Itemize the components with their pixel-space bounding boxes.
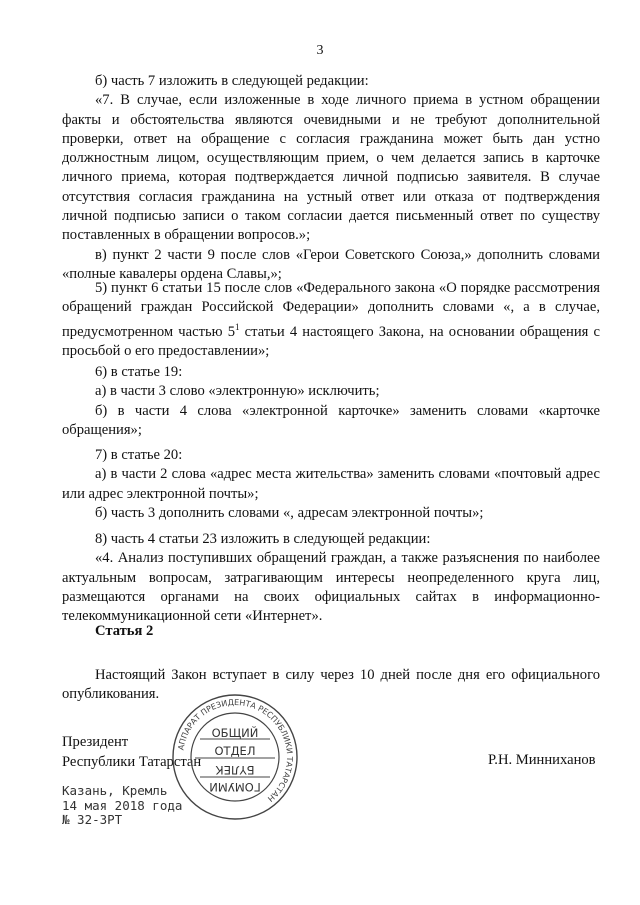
paragraph: 8) часть 4 статьи 23 изложить в следующей редакции: (95, 531, 431, 547)
stamp-line3: БҮЛЕК (215, 763, 255, 777)
page-number: 3 (316, 43, 324, 58)
superscript: 1 (235, 321, 240, 332)
paragraph: 7) в статье 20: (95, 447, 183, 463)
place: Казань, Кремль (62, 783, 168, 798)
place-date-block (62, 784, 182, 828)
paragraph: 6) в статье 19: (95, 364, 183, 380)
paragraph: «4. Анализ поступивших обращений граждан, а также разъяснения по наиболее актуальным вопросам, затрагивающим интересы неопределенного круга лиц, размещаются органами на своих официальных сайтах в информационно-телекоммуникационной сети «Интернет». (62, 550, 600, 625)
amendment-block-7 (62, 446, 600, 523)
date: 14 мая 2018 года (62, 797, 183, 813)
signatory-name: Р.Н. Минниханов (488, 752, 596, 768)
amendment-block-5 (62, 279, 600, 361)
paragraph: а) в части 2 слова «адрес места жительства» заменить словами «почтовый адрес или адрес электронной почты»; (62, 466, 600, 502)
amendment-block-6 (62, 363, 600, 440)
signatory-title-line2: Республики Татарстан (62, 753, 202, 770)
paragraph: в) пункт 2 части 9 после слов «Герои Советского Союза,» дополнить словами «полные кавалеры ордена Славы,»; (62, 246, 600, 282)
paragraph: а) в части 3 слово «электронную» исключить; (95, 383, 380, 400)
law-number: № 32-ЗРТ (62, 812, 123, 827)
paragraph: Настоящий Закон вступает в силу через 10 дней после дня его официального опубликования. (62, 667, 600, 703)
stamp-line4: ГОМУМИ (209, 780, 261, 794)
article-heading: Статья 2 (95, 623, 154, 639)
stamp-ring-text: АППАРАТ ПРЕЗИДЕНТА РЕСПУБЛИКИ ТАТАРСТАН (176, 697, 295, 804)
paragraph: б) часть 7 изложить в следующей редакции: (95, 73, 369, 89)
paragraph: б) в части 4 слова «электронной карточке» заменить словами «карточке обращения»; (62, 402, 600, 438)
paragraph (62, 279, 600, 361)
article-2-body (62, 666, 600, 705)
paragraph: «7. В случае, если изложенные в ходе личного приема в устном обращении факты и обстоятельства являются очевидными и не требуют дополнительной проверки, ответ на обращение с согласия гражданина может быть дан устно должностным лицом, осуществляющим прием, о чем делается запись в карточке личного приема, которая подтверждается личной подписью заявителя. В случае отсутствия согласия гражданина на устный ответ или отказа от подтверждения личной подписью записи о таком согласии дается письменный ответ по существу поставленных в обращении вопросов.»; (62, 92, 600, 244)
paragraph-part: 5) пункт 6 статьи 15 после слов «Федерального закона «О порядке рассмотрения обращений граждан Российской Федерации» дополнить словами «, а в случае, предусмотренном частью 5 (62, 280, 600, 340)
paragraph-part: статьи 4 настоящего Закона, на основании обращения с просьбой о его предоставлении»; (62, 323, 600, 359)
paragraph: б) часть 3 дополнить словами «, адресам электронной почты»; (95, 504, 484, 521)
official-stamp (170, 692, 300, 822)
amendment-block-8 (62, 530, 600, 626)
stamp-line2: ОТДЕЛ (214, 744, 256, 758)
stamp-line1: ОБЩИЙ (211, 726, 259, 740)
amendment-block-1 (62, 72, 600, 284)
signatory-title-line1: Президент (62, 734, 129, 750)
